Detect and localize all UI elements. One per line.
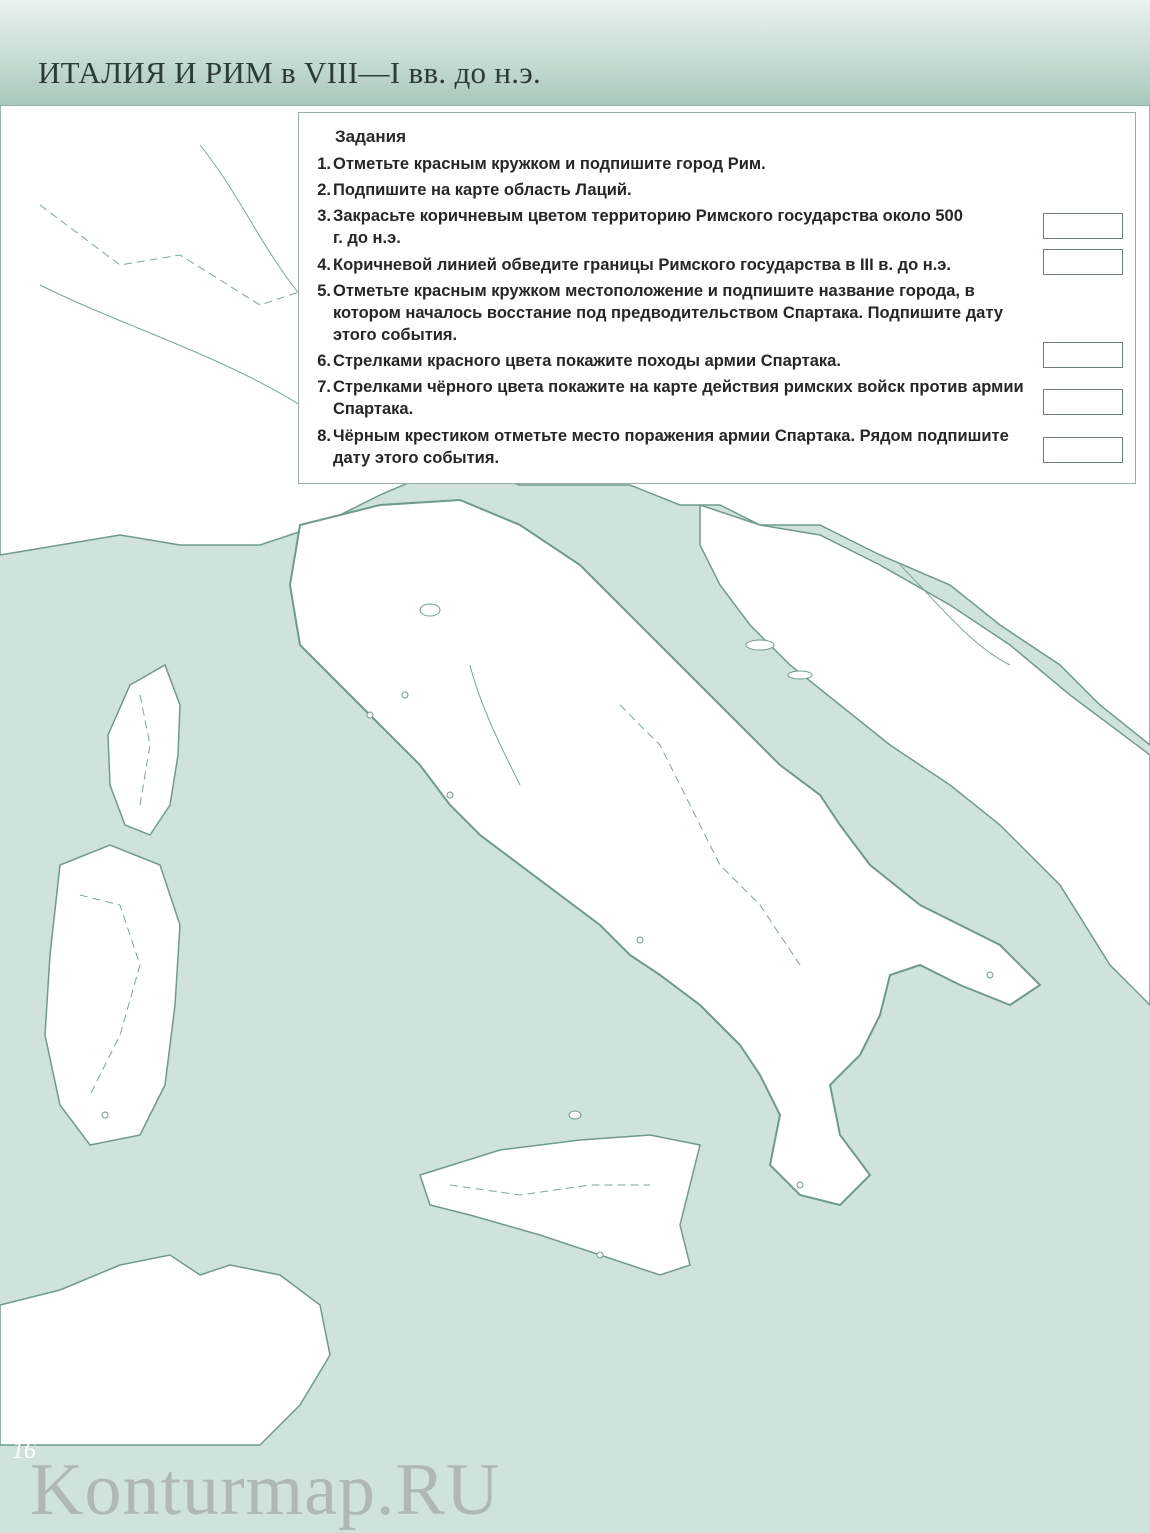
task-number: 5. xyxy=(317,282,331,300)
task-number: 3. xyxy=(317,207,331,225)
task-number: 1. xyxy=(317,155,331,173)
city-marker xyxy=(637,937,643,943)
city-marker xyxy=(447,792,453,798)
island xyxy=(788,671,812,679)
city-marker xyxy=(597,1252,603,1258)
answer-box-task-8[interactable] xyxy=(1043,437,1123,463)
answer-box-task-7[interactable] xyxy=(1043,389,1123,415)
task-number: 8. xyxy=(317,427,331,445)
task-number: 4. xyxy=(317,256,331,274)
page-title: ИТАЛИЯ И РИМ в VIII—I вв. до н.э. xyxy=(38,55,541,90)
task-text: Стрелками красного цвета покажите походы армии Спартака. xyxy=(333,352,841,370)
task-text: Коричневой линией обведите границы Римского государства в III в. до н.э. xyxy=(333,256,951,274)
city-marker xyxy=(797,1182,803,1188)
island xyxy=(420,604,440,616)
page-header xyxy=(0,0,1150,105)
task-number: 2. xyxy=(317,181,331,199)
answer-box-task-4[interactable] xyxy=(1043,249,1123,275)
answer-box-task-6[interactable] xyxy=(1043,342,1123,368)
city-marker xyxy=(987,972,993,978)
island xyxy=(746,640,774,650)
task-text: Отметьте красным кружком местоположение и подпишите название города, в котором началось восстание под предводительством Спартака. Подпишите дату этого события. xyxy=(333,282,1004,344)
task-text: Чёрным крестиком отметьте место поражения армии Спартака. Рядом подпишите дату этого события. xyxy=(333,427,1009,467)
city-marker xyxy=(102,1112,108,1118)
city-marker xyxy=(402,692,408,698)
watermark: Konturmap.RU xyxy=(30,1449,501,1531)
page-number: 16 xyxy=(12,1438,36,1464)
task-number: 7. xyxy=(317,378,331,396)
task-text: Стрелками чёрного цвета покажите на карте действия римских войск против армии Спартака. xyxy=(333,378,1024,418)
city-marker xyxy=(367,712,373,718)
island xyxy=(569,1111,581,1119)
task-text: Подпишите на карте область Лаций. xyxy=(333,181,632,199)
task-number: 6. xyxy=(317,352,331,370)
task-text: Отметьте красным кружком и подпишите город Рим. xyxy=(333,155,766,173)
tasks-panel xyxy=(298,112,1136,484)
tasks-heading: Задания xyxy=(335,127,406,146)
task-text: Закрасьте коричневым цветом территорию Римского государства около 500 г. до н.э. xyxy=(333,207,963,247)
answer-box-task-3[interactable] xyxy=(1043,213,1123,239)
